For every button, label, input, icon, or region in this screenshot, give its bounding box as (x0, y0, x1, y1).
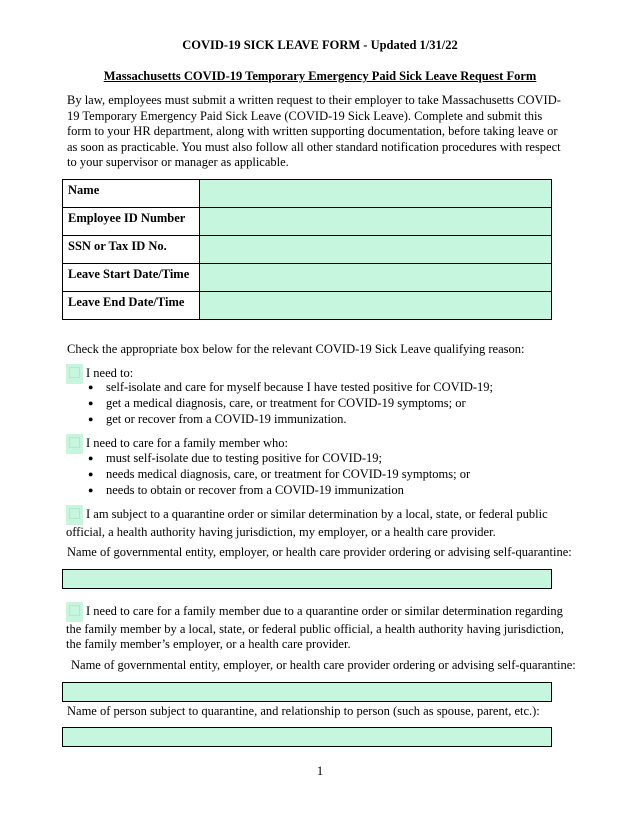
name-input[interactable] (200, 180, 552, 208)
leave-start-input[interactable] (200, 264, 552, 292)
table-row (63, 292, 552, 320)
option-family-care-label: I need to care for a family member who: (86, 436, 288, 450)
table-row (63, 236, 552, 264)
employee-id-input[interactable] (200, 208, 552, 236)
page-number: 1 (316, 764, 324, 778)
form-subtitle-text: Massachusetts COVID-19 Temporary Emergency Paid Sick Leave Request Form (103, 69, 537, 83)
person-input[interactable] (62, 727, 552, 747)
employee-info-table (62, 179, 552, 320)
checkbox-quarantine-self[interactable] (69, 508, 80, 519)
table-row (63, 264, 552, 292)
entity-input-1[interactable] (62, 569, 552, 589)
checkbox-quarantine-family-wrap (66, 602, 83, 622)
entity-prompt-1: Name of governmental entity, employer, or health care provider ordering or advising self-quarantine: (67, 545, 572, 559)
list-item: ● needs medical diagnosis, care, or treatment for COVID-19 symptoms; or (88, 466, 470, 482)
list-item: ● get a medical diagnosis, care, or treatment for COVID-19 symptoms; or (88, 395, 493, 411)
list-item: ● get or recover from a COVID-19 immunization. (88, 411, 493, 427)
checkbox-family-care-wrap (66, 434, 83, 454)
checkbox-self-care-wrap (66, 364, 83, 384)
reason-prompt: Check the appropriate box below for the relevant COVID-19 Sick Leave qualifying reason: (67, 342, 525, 356)
entity-input-2[interactable] (62, 682, 552, 702)
field-label-ssn: SSN or Tax ID No. (63, 236, 200, 264)
family-care-bullets (88, 450, 470, 498)
checkbox-quarantine-self-wrap (66, 505, 83, 525)
field-label-leave-start: Leave Start Date/Time (63, 264, 200, 292)
intro-paragraph: By law, employees must submit a written request to their employer to take Massachusetts COVID-19 Temporary Emergency Paid Sick Leave (COVID-19 Sick Leave). Complete and submit this form to your HR department, along with written supporting documentation, before taking leave or as soon as practicable. You must also follow all other standard notification procedures with respect to your supervisor or manager as applicable. (67, 93, 561, 170)
list-item: ● needs to obtain or recover from a COVID-19 immunization (88, 482, 470, 498)
ssn-input[interactable] (200, 236, 552, 264)
table-row (63, 208, 552, 236)
option-quarantine-self-label: I am subject to a quarantine order or similar determination by a local, state, or federal public official, a health authority having jurisdiction, my employer, or a health care provider. (66, 507, 548, 539)
field-label-employee-id: Employee ID Number (63, 208, 200, 236)
form-subtitle (0, 69, 640, 84)
leave-end-input[interactable] (200, 292, 552, 320)
list-item: ● must self-isolate due to testing positive for COVID-19; (88, 450, 470, 466)
checkbox-self-care[interactable] (69, 367, 80, 378)
option-self-care-label: I need to: (86, 366, 134, 380)
entity-prompt-2: Name of governmental entity, employer, or health care provider ordering or advising self-quarantine: (71, 658, 576, 672)
option-quarantine-family-label: I need to care for a family member due to a quarantine order or similar determination regarding the family member by a local, state, or federal public official, a health authority having jurisdiction, the family member’s employer, or a health care provider. (66, 604, 564, 652)
self-care-bullets (88, 379, 493, 427)
option-quarantine-family (66, 602, 566, 653)
option-quarantine-self (66, 505, 566, 540)
person-prompt: Name of person subject to quarantine, and relationship to person (such as spouse, parent, etc.): (67, 704, 540, 718)
table-row (63, 180, 552, 208)
checkbox-quarantine-family[interactable] (69, 605, 80, 616)
list-item: ● self-isolate and care for myself because I have tested positive for COVID-19; (88, 379, 493, 395)
checkbox-family-care[interactable] (69, 437, 80, 448)
field-label-name: Name (63, 180, 200, 208)
form-title: COVID-19 SICK LEAVE FORM - Updated 1/31/22 (182, 38, 458, 52)
field-label-leave-end: Leave End Date/Time (63, 292, 200, 320)
